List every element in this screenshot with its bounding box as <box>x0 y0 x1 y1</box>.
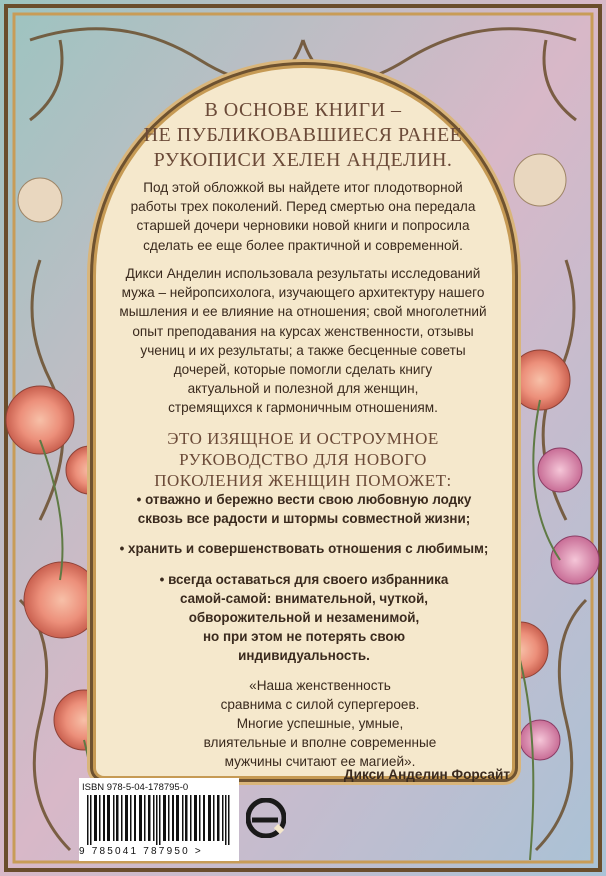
paragraph-line: опыт преподавания на курсах женственности, отзывы <box>132 323 474 339</box>
top-heading-line: НЕ ПУБЛИКОВАВШИЕСЯ РАНЕЕ <box>143 124 463 146</box>
paragraph-line: работы трех поколений. Перед смертью она передала <box>130 199 476 215</box>
paragraph-line: сделать ее еще более практичной и современной. <box>143 237 463 253</box>
quote-line: Многие успешные, умные, <box>236 716 404 731</box>
barcode-digits: 9 785041 787950 > <box>79 846 203 857</box>
bullet-item <box>108 570 500 666</box>
bullet-line: • всегда оставаться для своего избранника <box>159 571 449 587</box>
quote-line: «Наша женственность <box>249 678 391 693</box>
bullet-line: самой-самой: внимательной, чуткой, <box>179 590 429 606</box>
paragraph-line: мышления и ее влияние на отношения; свой многолетний <box>119 304 487 320</box>
isbn-number: ISBN 978-5-04-178795-0 <box>82 782 189 793</box>
middle-heading-line: ЭТО ИЗЯЩНОЕ И ОСТРОУМНОЕ <box>167 429 439 448</box>
top-heading-line: РУКОПИСИ ХЕЛЕН АНДЕЛИН. <box>153 149 453 171</box>
publisher-logo-icon <box>246 798 286 838</box>
quote <box>190 676 450 771</box>
top-heading-line: В ОСНОВЕ КНИГИ – <box>204 99 402 121</box>
top-heading <box>120 98 486 173</box>
middle-heading-line: РУКОВОДСТВО ДЛЯ НОВОГО <box>179 450 427 469</box>
isbn-barcode <box>79 778 239 861</box>
paragraph-line: старшей дочери черновики новой книги и попросила <box>136 218 470 234</box>
paragraph-1 <box>110 178 496 255</box>
paragraph-line: дочерей, которые помогли сделать книгу <box>173 362 433 378</box>
bullet-line: обворожительной и незаменимой, <box>188 610 420 626</box>
bullet-item <box>108 490 500 528</box>
paragraph-line: актуальной и полезной для женщин, <box>187 381 419 397</box>
quote-line: влиятельные и вполне современные <box>203 735 437 750</box>
bullet-line: индивидуальность. <box>238 648 370 664</box>
quote-line: сравнима с силой супергероев. <box>220 697 420 712</box>
paragraph-line: мужа – нейропсихолога, изучающего архитектуру нашего <box>121 285 485 301</box>
bullet-line: • отважно и бережно вести свою любовную лодку <box>136 492 472 507</box>
paragraph-line: Дикси Анделин использовала результаты исследований <box>125 266 481 281</box>
bullet-item <box>108 539 500 558</box>
paragraph-line: стремящихся к гармоничным отношениям. <box>168 400 438 416</box>
bullet-line: сквозь все радости и штормы совместной жизни; <box>137 511 471 527</box>
barcode-bars-icon <box>85 795 233 845</box>
bullet-line: но при этом не потерять свою <box>202 629 406 645</box>
middle-heading <box>120 428 486 491</box>
paragraph-2 <box>110 264 496 418</box>
quote-author: Дикси Анделин Форсайт <box>343 767 510 782</box>
quote-line: мужчины считают ее магией». <box>224 754 416 769</box>
bullet-list <box>108 490 500 677</box>
middle-heading-line: ПОКОЛЕНИЯ ЖЕНЩИН ПОМОЖЕТ: <box>154 471 452 490</box>
bullet-line: • хранить и совершенствовать отношения с любимым; <box>119 541 489 557</box>
paragraph-line: учениц и их результаты; а также бесценные советы <box>140 342 466 358</box>
paragraph-line: Под этой обложкой вы найдете итог плодотворной <box>143 180 463 195</box>
